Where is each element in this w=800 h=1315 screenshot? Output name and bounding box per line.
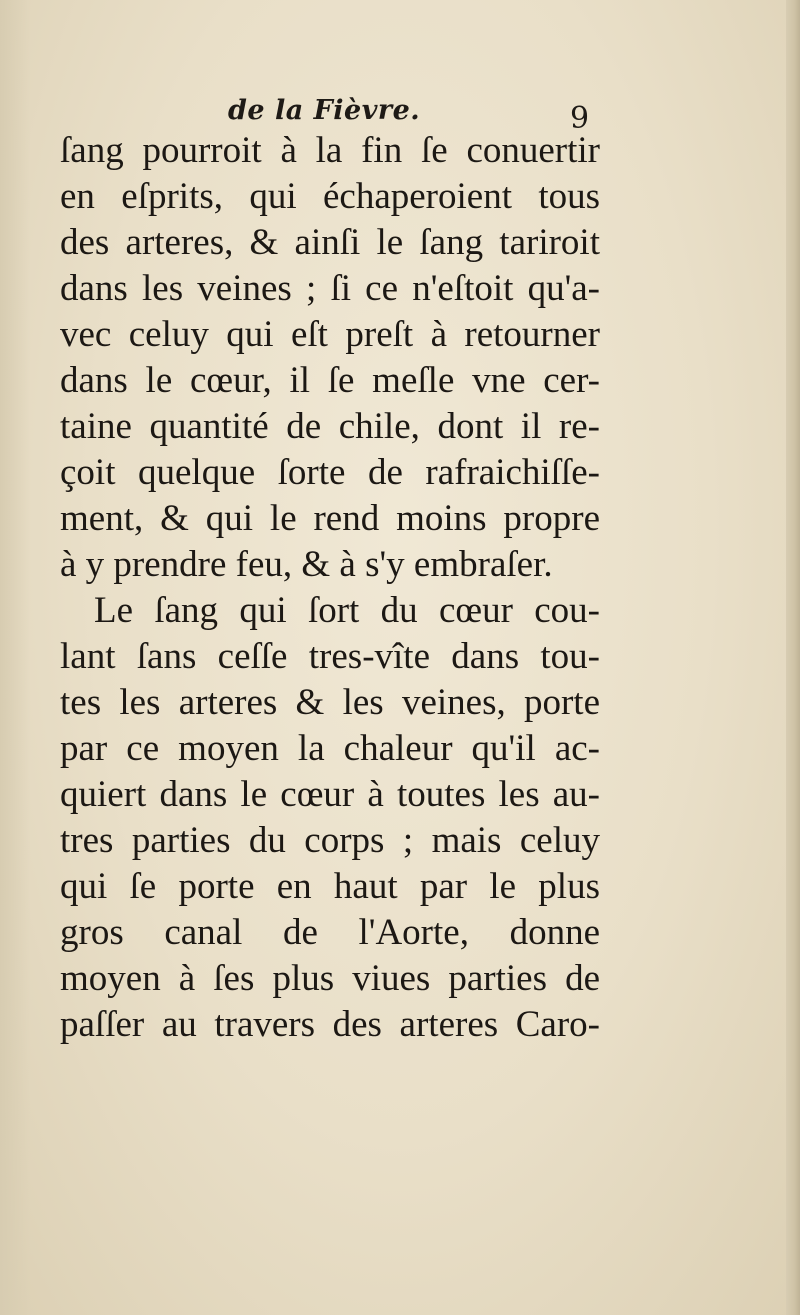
text-line: lant ſans ceſſe tres-vîte dans tou-	[60, 636, 600, 677]
text-line: vec celuy qui eſt preſt à retourner	[60, 314, 600, 355]
page-number: 9	[570, 101, 590, 136]
text-line: paſſer au travers des arteres Caro-	[60, 1004, 600, 1045]
text-line: moyen à ſes plus viues parties de	[60, 958, 600, 999]
text-line: çoit quelque ſorte de rafraichiſſe-	[60, 452, 600, 493]
text-line: par ce moyen la chaleur qu'il ac-	[60, 728, 600, 769]
page-edge	[786, 0, 800, 1315]
text-line: ſang pourroit à la fin ſe conuertir	[60, 130, 600, 171]
text-line: en eſprits, qui échaperoient tous	[60, 176, 600, 217]
text-line: tres parties du corps ; mais celuy	[60, 820, 600, 861]
text-line: dans le cœur, il ſe meſle vne cer-	[60, 360, 600, 401]
page-gutter-shadow	[0, 0, 30, 1315]
text-line: qui ſe porte en haut par le plus	[60, 866, 600, 907]
text-line: gros canal de l'Aorte, donne	[60, 912, 600, 953]
body-text	[60, 128, 600, 1048]
text-line: des arteres, & ainſi le ſang tariroit	[60, 222, 600, 263]
text-line-paragraph-start: Le ſang qui ſort du cœur cou-	[94, 590, 600, 631]
running-head: de la Fièvre.	[228, 95, 421, 126]
text-line: à y prendre feu, & à s'y embraſer.	[60, 544, 553, 585]
text-line: ment, & qui le rend moins propre	[60, 498, 600, 539]
text-line: tes les arteres & les veines, porte	[60, 682, 600, 723]
text-line: dans les veines ; ſi ce n'eſtoit qu'a-	[60, 268, 600, 309]
text-line: quiert dans le cœur à toutes les au-	[60, 774, 600, 815]
text-line: taine quantité de chile, dont il re-	[60, 406, 600, 447]
